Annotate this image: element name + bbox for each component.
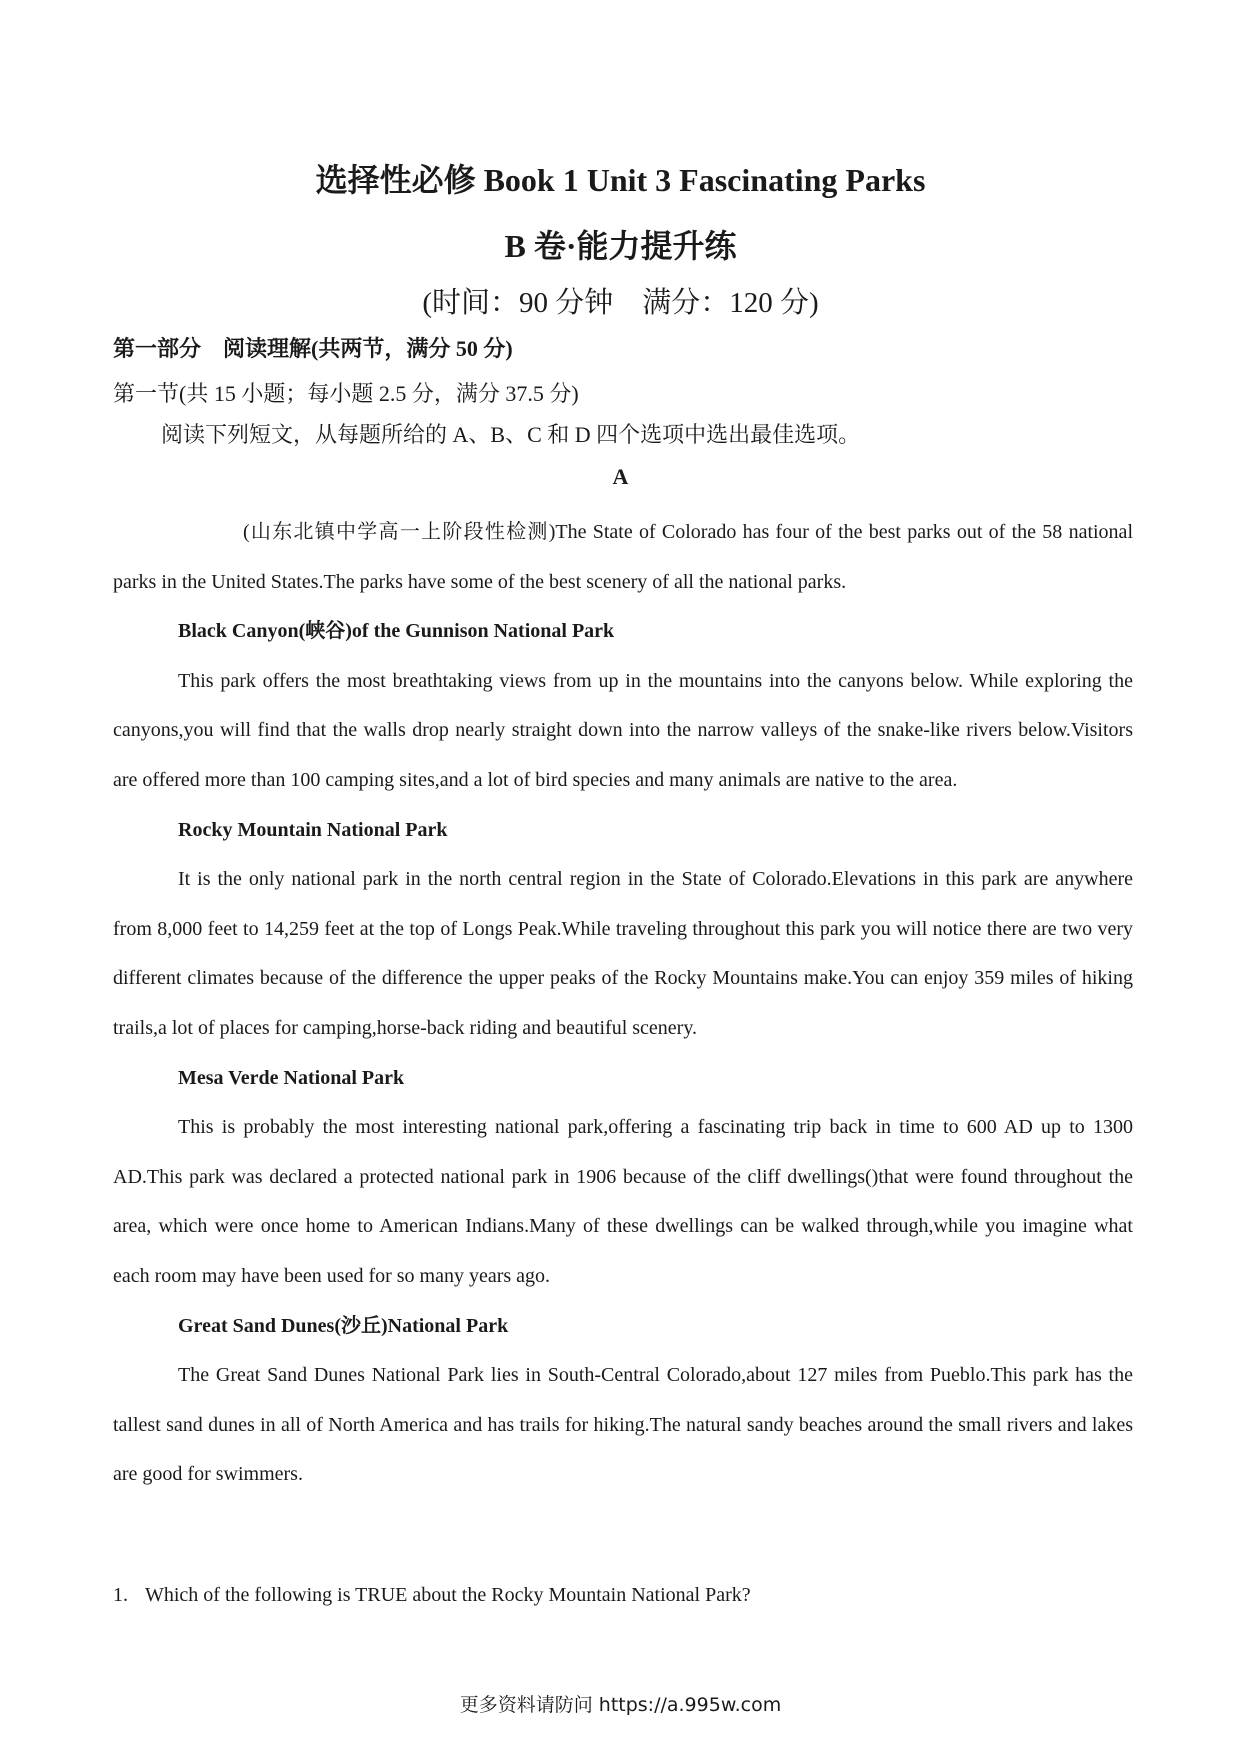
document-title: 选择性必修 Book 1 Unit 3 Fascinating Parks — [315, 162, 926, 198]
exam-time-score: (时间：90 分钟 满分：120 分) — [422, 287, 819, 319]
footer-link[interactable]: 更多资料请防问 https://a.995w.com — [459, 1694, 782, 1716]
park-title-mesa-verde: Mesa Verde National Park — [178, 1066, 405, 1089]
park-text-great-sand-dunes: The Great Sand Dunes National Park lies in South-Central Colorado,about 127 miles from Pueblo.This park has the tallest sand dunes in all of North America and has trails for hiking.The natural sandy beaches around the small rivers and lakes are good for swimmers. — [113, 1364, 1133, 1486]
document-subtitle: B 卷·能力提升练 — [504, 228, 737, 264]
question-1 — [113, 1580, 751, 1610]
question-number: 1. — [113, 1584, 128, 1606]
passage-label: A — [612, 464, 629, 489]
part-heading: 第一部分 阅读理解(共两节，满分 50 分) — [113, 336, 513, 361]
park-text-black-canyon: This park offers the most breathtaking views from up in the mountains into the canyons below. While exploring the canyons,you will find that the walls drop nearly straight down into the narrow valleys of the snake-like rivers below.Visitors are offered more than 100 camping sites,and a lot of bird species and many animals are native to the area. — [113, 669, 1133, 791]
reading-instructions: 阅读下列短文，从每题所给的 A、B、C 和 D 四个选项中选出最佳选项。 — [161, 422, 861, 447]
park-text-rocky-mountain: It is the only national park in the north central region in the State of Colorado.Elevations in this park are anywhere from 8,000 feet to 14,259 feet at the top of Longs Peak.While traveling throughout this park you will notice there are two very different climates because of the difference the upper peaks of the Rocky Mountains make.You can enjoy 359 miles of hiking trails,a lot of places for camping,horse-back riding and beautiful scenery. — [113, 868, 1133, 1039]
question-text: Which of the following is TRUE about the Rocky Mountain National Park? — [145, 1584, 751, 1606]
section-heading: 第一节(共 15 小题；每小题 2.5 分，满分 37.5 分) — [113, 381, 579, 406]
passage-intro: (山东北镇中学高一上阶段性检测)The State of Colorado has four of the best parks out of the 58 national parks in the United States.The parks have some of the best scenery of all the national parks. — [113, 521, 1133, 593]
park-text-mesa-verde: This is probably the most interesting national park,offering a fascinating trip back in time to 600 AD up to 1300 AD.This park was declared a protected national park in 1906 because of the cliff dwellings()that were found throughout the area, which were once home to American Indians.Many of these dwellings can be walked through,while you imagine what each room may have been used for so many years ago. — [113, 1116, 1133, 1287]
park-title-rocky-mountain: Rocky Mountain National Park — [178, 818, 448, 841]
park-title-great-sand-dunes: Great Sand Dunes(沙丘)National Park — [178, 1314, 509, 1337]
park-title-black-canyon: Black Canyon(峡谷)of the Gunnison National Park — [178, 620, 615, 643]
reading-passage — [113, 508, 1133, 1500]
